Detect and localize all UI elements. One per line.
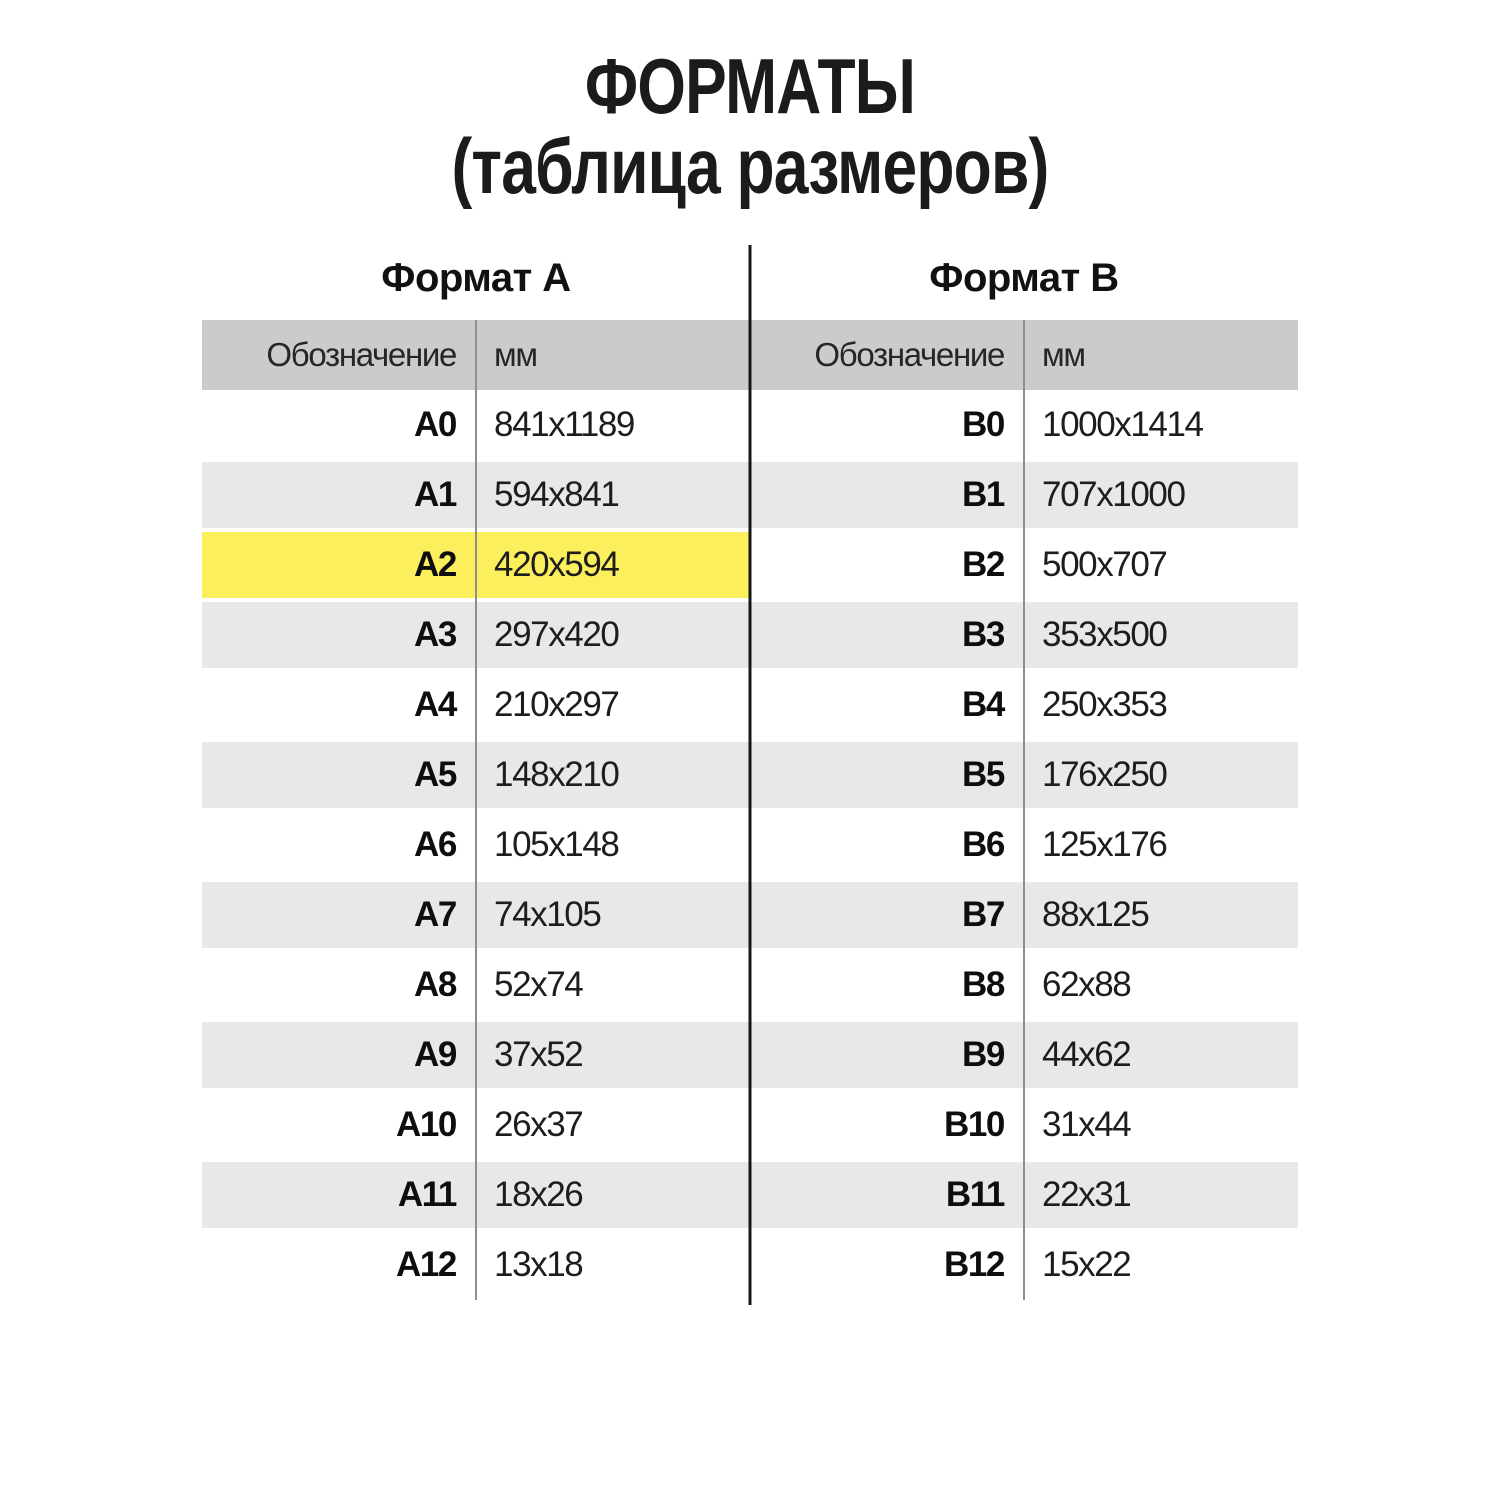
- format-a-label: A5: [414, 755, 456, 794]
- format-a-label: A10: [395, 1105, 456, 1144]
- section-title-format-b: Формат B: [929, 256, 1119, 300]
- format-a-label: A8: [414, 965, 456, 1004]
- format-b-label: B11: [945, 1175, 1004, 1214]
- format-b-label: B3: [962, 615, 1004, 654]
- format-tables: [202, 245, 1298, 1300]
- format-a-mm-header: мм: [494, 336, 537, 373]
- format-a-label: A2: [414, 545, 456, 584]
- format-a-size-mm: 297x420: [494, 615, 619, 654]
- format-a-size-mm: 210x297: [494, 685, 619, 724]
- format-a-size-mm: 52x74: [494, 965, 583, 1004]
- format-a-size-mm: 105x148: [494, 825, 619, 864]
- format-a-label: A12: [395, 1245, 456, 1284]
- format-b-label: B10: [943, 1105, 1004, 1144]
- format-b-label: B12: [943, 1245, 1004, 1284]
- format-a-size-mm: 420x594: [494, 545, 619, 584]
- format-b-label: B0: [962, 405, 1004, 444]
- format-b-size-mm: 22x31: [1042, 1175, 1131, 1214]
- format-b-label: B1: [962, 475, 1004, 514]
- format-a-label: A1: [414, 475, 456, 514]
- format-a-label: A11: [397, 1175, 456, 1214]
- format-b-label: B9: [962, 1035, 1004, 1074]
- format-a-label: A7: [414, 895, 456, 934]
- page-title-line1: ФОРМАТЫ: [584, 42, 916, 130]
- format-a-size-mm: 841x1189: [494, 405, 634, 444]
- format-a-size-mm: 74x105: [494, 895, 601, 934]
- format-b-size-mm: 707x1000: [1042, 475, 1185, 514]
- format-a-label: A9: [414, 1035, 456, 1074]
- format-b-size-mm: 62x88: [1042, 965, 1131, 1004]
- format-b-column-divider: [1023, 320, 1025, 1300]
- format-a-size-mm: 13x18: [494, 1245, 583, 1284]
- format-b-size-mm: 44x62: [1042, 1035, 1131, 1074]
- format-a-label: A4: [414, 685, 456, 724]
- format-b-size-mm: 176x250: [1042, 755, 1167, 794]
- format-b-size-mm: 353x500: [1042, 615, 1167, 654]
- page-title-line2: (таблица размеров): [451, 122, 1049, 210]
- format-b-label: B4: [962, 685, 1004, 724]
- format-b-size-mm: 125x176: [1042, 825, 1167, 864]
- format-b-mm-header: мм: [1042, 336, 1085, 373]
- format-b-size-mm: 250x353: [1042, 685, 1167, 724]
- format-b-designation-header: Обозначение: [814, 336, 1004, 373]
- format-a-label: A6: [414, 825, 456, 864]
- format-a-size-mm: 26x37: [494, 1105, 583, 1144]
- format-b-size-mm: 31x44: [1042, 1105, 1131, 1144]
- center-divider-line: [749, 245, 752, 1305]
- format-b-label: B6: [962, 825, 1004, 864]
- format-b-size-mm: 1000x1414: [1042, 405, 1203, 444]
- format-b-label: B5: [962, 755, 1004, 794]
- format-a-size-mm: 18x26: [494, 1175, 583, 1214]
- format-a-designation-header: Обозначение: [266, 336, 456, 373]
- format-b-size-mm: 500x707: [1042, 545, 1167, 584]
- format-a-size-mm: 37x52: [494, 1035, 583, 1074]
- format-b-size-mm: 15x22: [1042, 1245, 1131, 1284]
- format-b-size-mm: 88x125: [1042, 895, 1149, 934]
- format-a-column-divider: [475, 320, 477, 1300]
- format-b-label: B7: [962, 895, 1004, 934]
- format-b-label: B8: [962, 965, 1004, 1004]
- format-a-size-mm: 148x210: [494, 755, 619, 794]
- section-title-format-a: Формат А: [381, 256, 571, 300]
- format-a-label: A0: [414, 405, 456, 444]
- format-b-label: B2: [962, 545, 1004, 584]
- format-a-label: A3: [414, 615, 456, 654]
- format-a-size-mm: 594x841: [494, 475, 619, 514]
- page-title: [150, 0, 1350, 210]
